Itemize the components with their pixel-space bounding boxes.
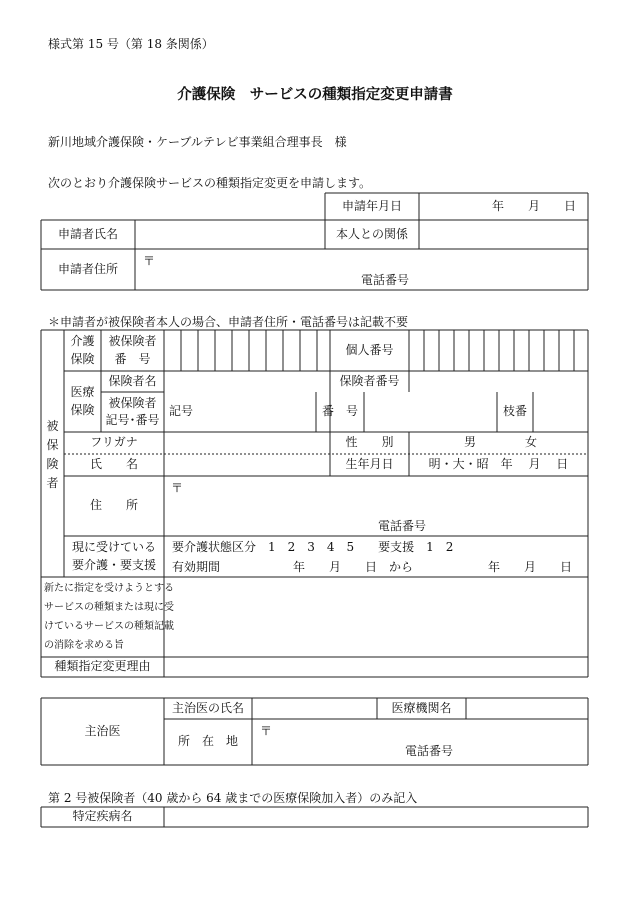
application-date-label: 申請年月日 [341, 198, 402, 213]
insured-number-label: 被保険者 番 号 [108, 334, 157, 366]
side-char: 者 [46, 476, 59, 491]
applicant-address-label: 申請者住所 [57, 261, 118, 276]
care-level-options[interactable]: 要介護状態区分 1 2 3 4 5 要支援 1 2 [172, 540, 454, 554]
applicant-phone-label: 電話番号 [361, 273, 410, 287]
bango-field[interactable] [364, 392, 497, 432]
postal-mark: 〒 [143, 254, 156, 268]
insurer-number-label: 保険者番号 [339, 373, 400, 388]
secondary-insured-note: 第 2 号被保険者（40 歳から 64 歳までの医療保険加入者）のみ記入 [48, 791, 418, 805]
change-reason-label: 種類指定変更理由 [54, 659, 151, 674]
medical-insured-label: 被保険者 記号･番号 [105, 395, 160, 427]
gender-label: 性 別 [345, 435, 394, 450]
valid-period-from[interactable]: 年 月 日 から [293, 560, 414, 574]
new-service-field[interactable] [164, 577, 588, 657]
form-number: 様式第 15 号（第 18 条関係） [48, 37, 214, 51]
insured-address-field[interactable] [164, 476, 588, 536]
bango-label: 番 号 [321, 404, 358, 419]
side-char: 被 [46, 418, 59, 433]
doctor-label: 主治医 [84, 723, 121, 738]
insured-side-label [41, 414, 64, 496]
insured-name-field[interactable] [164, 454, 330, 476]
doctor-phone-label: 電話番号 [405, 744, 454, 758]
location-label: 所 在 地 [177, 734, 238, 749]
insurer-number-field[interactable] [409, 371, 588, 392]
side-char: 険 [46, 457, 59, 471]
doctor-name-field[interactable] [252, 698, 377, 719]
applicant-name-label: 申請者氏名 [57, 226, 118, 241]
furigana-field[interactable] [164, 432, 330, 454]
insured-name-label: 氏 名 [89, 457, 138, 472]
addressee: 新川地域介護保険・ケーブルテレビ事業組合理事長 様 [48, 135, 347, 149]
birth-date-field[interactable]: 明・大・昭 年 月 日 [428, 457, 569, 472]
applicant-name-field[interactable] [135, 220, 325, 249]
personal-number-boxes[interactable] [409, 330, 588, 371]
applicant-note: ＊申請者が被保険者本人の場合、申請者住所・電話番号は記載不要 [48, 315, 409, 329]
kigo-field[interactable] [198, 392, 316, 432]
current-care-label: 現に受けている 要介護・要支援 [71, 540, 156, 572]
insured-phone-label: 電話番号 [378, 519, 427, 533]
gender-male[interactable]: 男 [463, 435, 476, 450]
insurer-name-label: 保険者名 [108, 373, 157, 388]
new-service-label: 新たに指定を受けようとする サービスの種類または現に受 けているサービスの種類記載 の消除を求める旨 [44, 583, 174, 651]
personal-number-label: 個人番号 [345, 342, 394, 357]
insured-address-label: 住 所 [89, 498, 138, 513]
change-reason-field[interactable] [164, 657, 588, 677]
intro-text: 次のとおり介護保険サービスの種類指定変更を申請します。 [48, 176, 372, 190]
birth-date-label: 生年月日 [345, 457, 394, 472]
gender-female[interactable]: 女 [524, 435, 537, 450]
page-title: 介護保険 サービスの種類指定変更申請書 [177, 87, 453, 103]
edaban-field[interactable] [533, 392, 588, 432]
insured-number-boxes[interactable] [164, 330, 330, 371]
valid-period-label: 有効期間 [172, 560, 221, 574]
relation-field[interactable] [419, 220, 588, 249]
kaigo-hoken-label: 介護 保険 [70, 334, 95, 366]
side-char: 保 [46, 437, 59, 452]
specific-disease-label: 特定疾病名 [72, 809, 133, 824]
edaban-label: 枝番 [502, 404, 527, 419]
doctor-name-label: 主治医の氏名 [171, 700, 244, 715]
hospital-name-label: 医療機関名 [391, 700, 452, 715]
relation-label: 本人との関係 [335, 226, 408, 241]
hospital-name-field[interactable] [466, 698, 588, 719]
iryo-hoken-label: 医療 保険 [70, 385, 95, 417]
insurer-name-field[interactable] [164, 371, 330, 392]
valid-period-to[interactable]: 年 月 日 [488, 560, 573, 574]
application-date-field[interactable]: 年 月 日 [491, 198, 576, 213]
postal-mark: 〒 [171, 481, 184, 495]
kigo-label: 記号 [168, 404, 193, 419]
specific-disease-field[interactable] [164, 807, 588, 827]
postal-mark: 〒 [260, 724, 273, 738]
furigana-label: フリガナ [90, 435, 138, 450]
